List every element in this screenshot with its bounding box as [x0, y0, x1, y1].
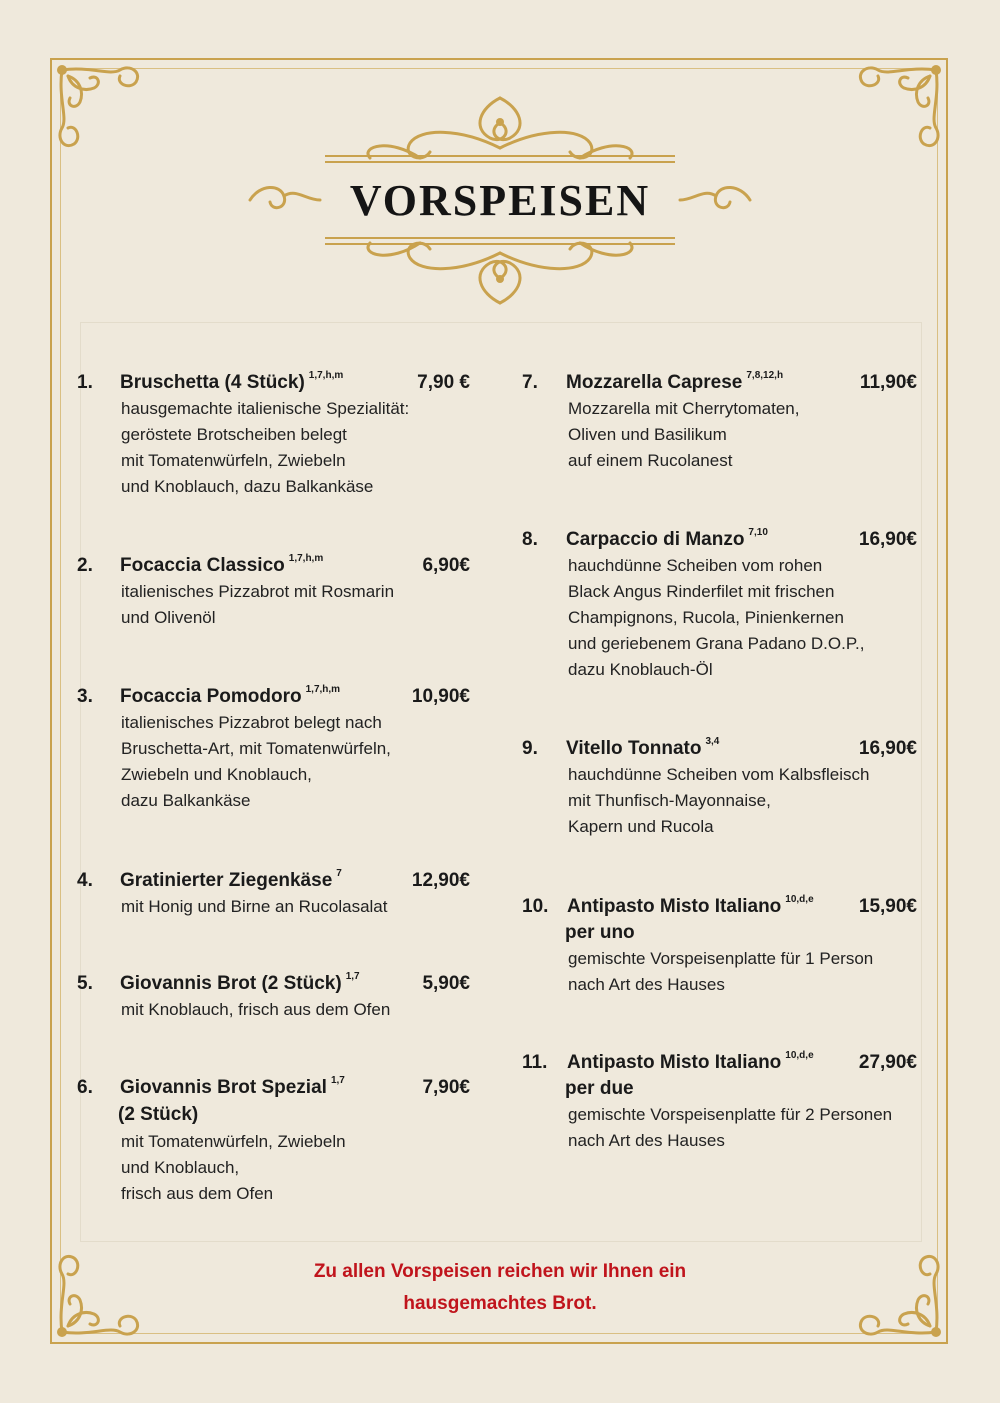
- item-description: mit Honig und Birne an Rucolasalat: [121, 897, 388, 916]
- item-number: 3.: [77, 686, 93, 707]
- item-description: gemischte Vorspeisenplatte für 2 Personen nach Art des Hauses: [568, 1105, 893, 1150]
- item-number: 7.: [522, 372, 538, 393]
- item-description: Mozzarella mit Cherrytomaten, Oliven und Basilikum auf einem Rucolanest: [568, 399, 800, 470]
- item-description: hausgemachte italienische Spezialität: geröstete Brotscheiben belegt mit Tomatenwürfeln, Zwiebeln und Knoblauch, dazu Balkankäse: [121, 399, 410, 496]
- item-name: [120, 372, 343, 394]
- item-title: Vitello Tonnato: [566, 738, 702, 759]
- item-name: [120, 870, 342, 892]
- item-name: [566, 738, 719, 760]
- item-allergens: 3,4: [705, 736, 720, 747]
- item-name-continued: per uno: [565, 922, 635, 943]
- item-title: Giovannis Brot (2 Stück): [120, 973, 342, 994]
- corner-ornament-top-left: [50, 58, 160, 168]
- item-description: italienisches Pizzabrot mit Rosmarin und Olivenöl: [121, 582, 395, 627]
- item-number: 11.: [522, 1052, 548, 1073]
- item-name: [120, 973, 360, 995]
- item-name: [120, 555, 323, 577]
- item-price: 27,90€: [858, 1052, 917, 1073]
- item-description: gemischte Vorspeisenplatte für 1 Person nach Art des Hauses: [568, 949, 874, 994]
- item-number: 9.: [522, 738, 538, 759]
- item-description: hauchdünne Scheiben vom rohen Black Angus Rinderfilet mit frischen Champignons, Rucola, Pinienkernen und geriebenem Grana Padano D.O.P., dazu Knoblauch-Öl: [568, 556, 865, 679]
- item-name-continued: (2 Stück): [118, 1104, 199, 1125]
- footer-note-line-1: Zu allen Vorspeisen reichen wir Ihnen ein: [313, 1261, 687, 1282]
- item-title: Gratinierter Ziegenkäse: [120, 870, 333, 891]
- item-number: 6.: [77, 1077, 93, 1098]
- item-name: [567, 1052, 814, 1074]
- item-title: Antipasto Misto Italiano: [567, 896, 782, 917]
- item-price: 15,90€: [858, 896, 917, 917]
- item-description: mit Tomatenwürfeln, Zwiebeln und Knoblauch, frisch aus dem Ofen: [121, 1132, 346, 1203]
- page-title: VORSPEISEN: [349, 176, 651, 225]
- item-number: 5.: [77, 973, 93, 994]
- item-allergens: 7,8,12,h: [746, 370, 784, 381]
- item-price: 11,90€: [859, 372, 917, 393]
- item-title: Antipasto Misto Italiano: [567, 1052, 782, 1073]
- item-title: Mozzarella Caprese: [566, 372, 743, 393]
- item-name: [566, 529, 768, 551]
- item-number: 8.: [522, 529, 538, 550]
- item-allergens: 10,d,e: [785, 1050, 814, 1061]
- item-number: 1.: [77, 372, 93, 393]
- item-title: Bruschetta (4 Stück): [120, 372, 305, 393]
- item-number: 2.: [77, 555, 93, 576]
- item-title: Carpaccio di Manzo: [566, 529, 745, 550]
- item-allergens: 10,d,e: [785, 894, 814, 905]
- item-description: mit Knoblauch, frisch aus dem Ofen: [121, 1000, 391, 1019]
- item-allergens: 7: [336, 868, 342, 879]
- item-price: 16,90€: [858, 529, 917, 550]
- item-name: [120, 686, 340, 708]
- item-description: hauchdünne Scheiben vom Kalbsfleisch mit Thunfisch-Mayonnaise, Kapern und Rucola: [568, 765, 870, 836]
- item-number: 4.: [77, 870, 93, 891]
- item-name: [566, 372, 783, 394]
- item-allergens: 1,7: [345, 971, 360, 982]
- item-title: Giovannis Brot Spezial: [120, 1077, 327, 1098]
- item-name-continued: per due: [565, 1078, 634, 1099]
- item-allergens: 1,7,h,m: [305, 684, 341, 695]
- item-title: Focaccia Pomodoro: [120, 686, 302, 707]
- item-allergens: 1,7,h,m: [308, 370, 344, 381]
- item-price: 12,90€: [411, 870, 470, 891]
- item-title: Focaccia Classico: [120, 555, 285, 576]
- item-price: 5,90€: [422, 973, 470, 994]
- item-number: 10.: [522, 896, 549, 917]
- item-allergens: 1,7: [330, 1075, 345, 1086]
- item-price: 16,90€: [858, 738, 917, 759]
- item-name: [120, 1077, 345, 1099]
- item-allergens: 1,7,h,m: [288, 553, 324, 564]
- item-name: [567, 896, 814, 918]
- item-allergens: 7,10: [748, 527, 768, 538]
- item-description: italienisches Pizzabrot belegt nach Bruschetta-Art, mit Tomatenwürfeln, Zwiebeln und Knoblauch, dazu Balkankäse: [121, 713, 391, 810]
- corner-ornament-top-right: [838, 58, 948, 168]
- item-price: 7,90€: [422, 1077, 470, 1098]
- item-price: 6,90€: [422, 555, 470, 576]
- item-price: 10,90€: [411, 686, 470, 707]
- item-price: 7,90 €: [417, 372, 470, 393]
- footer-note-line-2: hausgemachtes Brot.: [403, 1293, 597, 1314]
